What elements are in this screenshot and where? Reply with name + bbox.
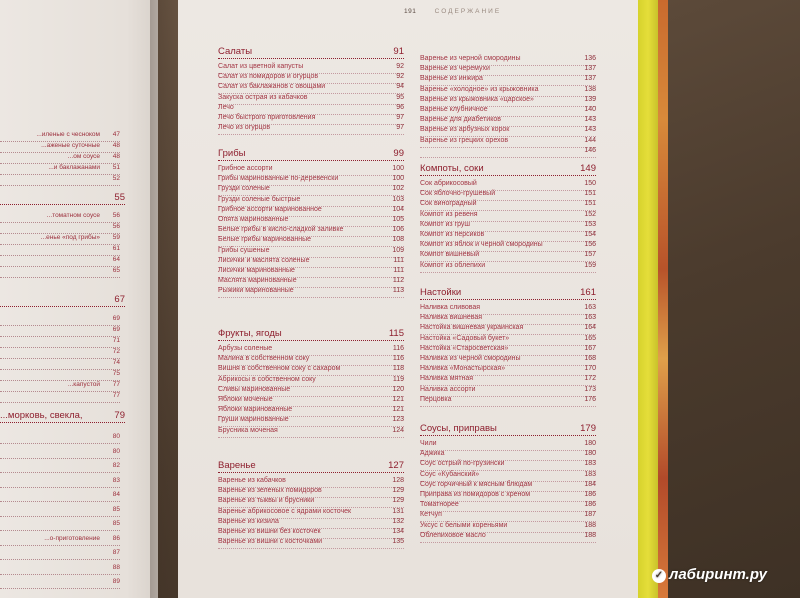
- entry-title: ...аженые суточные: [41, 142, 100, 149]
- left-page-entry: [0, 370, 120, 381]
- entry-page: 180: [584, 450, 596, 458]
- entry-page: 151: [584, 200, 596, 208]
- entry-title: Лисички маринованные: [218, 267, 295, 274]
- toc-section-heading: [420, 161, 596, 176]
- entry-page: 136: [584, 55, 596, 62]
- entry-page: 152: [584, 210, 596, 218]
- entry-title: Абрикосы в собственном соку: [218, 375, 316, 383]
- entry-title: ...о-приготовление: [44, 534, 100, 542]
- left-page-entry: [0, 535, 120, 546]
- left-page-entry: [0, 315, 120, 326]
- entry-title: Компот из яблок и черной смородины: [420, 241, 543, 249]
- entry-title: Салат из цветной капусты: [218, 63, 304, 70]
- page-number: 191: [404, 8, 417, 15]
- entry-page: 95: [396, 93, 404, 101]
- entry-title: Малина в собственном соку: [218, 355, 310, 363]
- entry-page: 180: [584, 440, 596, 447]
- entry-page: 116: [392, 355, 404, 363]
- entry-title: Наливка «Монастырская»: [420, 365, 506, 373]
- entry-page: 69: [112, 326, 120, 333]
- entry-title: Варенье «холодное» из крыжовника: [420, 85, 539, 93]
- entry-page: 137: [584, 75, 596, 83]
- left-page-entry: [0, 175, 120, 186]
- entry-title: Варенье из черной смородины: [420, 55, 521, 62]
- entry-title: Маслята маринованные: [218, 277, 297, 285]
- section-heading-title: Соусы, приправы: [420, 423, 497, 434]
- toc-entry: [420, 396, 596, 407]
- entry-title: Сливы маринованные: [218, 385, 291, 393]
- left-page-entry: [0, 433, 120, 444]
- toc-entry: [420, 262, 596, 273]
- entry-title: Варенье из крыжовника «царское»: [420, 95, 534, 103]
- entry-title: Соус горчичный к мясным блюдам: [420, 480, 533, 488]
- entry-page: 102: [392, 185, 404, 193]
- left-page-entry: [0, 359, 120, 370]
- entry-page: 129: [392, 487, 404, 495]
- photo-strip: [658, 0, 668, 598]
- left-page-entry: [0, 549, 120, 560]
- entry-page: 183: [584, 470, 596, 478]
- entry-page: 104: [392, 205, 404, 213]
- entry-page: 96: [396, 103, 404, 111]
- entry-page: 92: [396, 73, 404, 81]
- entry-page: 139: [584, 95, 596, 103]
- labirint-logo-icon: ✓: [652, 569, 666, 583]
- entry-page: 83: [112, 476, 120, 484]
- entry-page: 128: [392, 477, 404, 484]
- entry-page: 75: [112, 370, 120, 377]
- entry-title: Груши маринованные: [218, 416, 289, 424]
- entry-page: 120: [392, 385, 404, 393]
- left-page-entry: [0, 212, 120, 223]
- left-page-entry: [0, 267, 120, 278]
- entry-title: Настойка «Садовый букет»: [420, 334, 510, 342]
- entry-title: Перцовка: [420, 395, 452, 403]
- heading-page: 79: [114, 410, 125, 421]
- entry-page: 92: [396, 63, 404, 70]
- entry-title: Варенье из инжира: [420, 75, 483, 83]
- left-page-heading: [0, 294, 125, 307]
- entry-title: Наливка сливовая: [420, 304, 481, 311]
- entry-page: 87: [112, 549, 120, 556]
- entry-title: Варенье из вишни с косточками: [218, 538, 323, 546]
- entry-title: ...ом соусе: [67, 153, 100, 160]
- entry-page: 131: [392, 507, 404, 515]
- entry-page: 108: [392, 236, 404, 244]
- entry-page: 100: [392, 175, 404, 183]
- entry-page: 64: [112, 256, 120, 263]
- entry-title: Настойка вишневая украинская: [420, 324, 524, 332]
- entry-page: 151: [584, 190, 596, 198]
- section-heading-page: 99: [393, 148, 404, 159]
- entry-page: 118: [392, 365, 404, 373]
- entry-title: Салат из помидоров и огурцов: [218, 73, 319, 81]
- entry-page: 86: [112, 534, 120, 542]
- entry-page: 77: [112, 392, 120, 399]
- left-page-entry: [0, 142, 120, 153]
- left-page-entry: [0, 578, 120, 589]
- entry-title: Наливка ассорти: [420, 385, 476, 393]
- entry-title: Наливка мятная: [420, 375, 474, 383]
- entry-page: 113: [392, 287, 404, 295]
- entry-page: 82: [112, 462, 120, 469]
- entry-page: 154: [584, 231, 596, 238]
- entry-page: 97: [396, 124, 404, 132]
- entry-title: Грузди соленые быстрые: [218, 195, 301, 203]
- entry-title: Компот из груш: [420, 220, 471, 228]
- entry-page: 143: [584, 116, 596, 124]
- entry-title: ...и баклажанами: [48, 164, 100, 171]
- entry-page: 184: [584, 480, 596, 488]
- entry-page: 137: [584, 65, 596, 73]
- entry-title: Наливка из черной смородины: [420, 355, 521, 362]
- entry-title: Грибы маринованные по-деревенски: [218, 175, 339, 183]
- left-page-entry: [0, 462, 120, 473]
- left-page-entry: [0, 256, 120, 267]
- entry-title: Облепиховое масло: [420, 531, 486, 539]
- entry-title: Лечо быстрого приготовления: [218, 114, 316, 121]
- entry-page: 51: [112, 164, 120, 171]
- left-page-entry: [0, 164, 120, 175]
- entry-title: Арбузы соленые: [218, 345, 273, 352]
- heading-title: ...морковь, свекла,: [0, 410, 83, 421]
- entry-page: 134: [392, 528, 404, 535]
- entry-page: 59: [112, 234, 120, 241]
- entry-page: 129: [392, 497, 404, 505]
- entry-page: 112: [392, 277, 404, 285]
- entry-title: Яблоки маринованные: [218, 406, 293, 414]
- entry-page: 105: [392, 216, 404, 223]
- entry-page: 156: [584, 241, 596, 249]
- section-heading-page: 179: [580, 423, 596, 434]
- entry-title: Рыжики маринованные: [218, 287, 294, 295]
- entry-title: Варенье из черемухи: [420, 65, 490, 73]
- entry-page: 111: [393, 256, 404, 264]
- entry-page: 163: [584, 314, 596, 322]
- entry-title: ...томатном соусе: [46, 212, 100, 219]
- entry-title: Варенье из кабачков: [218, 477, 286, 484]
- entry-title: Брусника моченая: [218, 426, 278, 434]
- entry-page: 71: [112, 337, 120, 344]
- entry-page: 163: [584, 304, 596, 311]
- entry-title: Настойка «Старосветская»: [420, 344, 509, 352]
- left-page-entry: [0, 448, 120, 459]
- entry-title: Томатнорее: [420, 501, 459, 509]
- entry-page: 94: [396, 83, 404, 91]
- heading-page: 55: [114, 192, 125, 203]
- entry-page: 168: [584, 355, 596, 362]
- toc-section-heading: [420, 421, 596, 436]
- entry-page: 65: [112, 267, 120, 274]
- entry-title: Белые грибы маринованные: [218, 236, 312, 244]
- entry-page: 109: [392, 246, 404, 254]
- entry-page: 138: [584, 85, 596, 93]
- toc-section-heading: [218, 326, 404, 341]
- entry-page: 188: [584, 521, 596, 529]
- entry-title: ...капустой: [67, 381, 100, 388]
- left-page-entry: [0, 131, 120, 142]
- entry-page: 69: [112, 315, 120, 322]
- entry-page: 89: [112, 578, 120, 585]
- toc-entry: [218, 124, 404, 135]
- entry-title: Варенье клубничное: [420, 106, 488, 113]
- left-page-entry: [0, 348, 120, 359]
- left-page-entry: [0, 564, 120, 575]
- entry-title: ...енье «под грибы»: [40, 234, 100, 241]
- entry-page: 106: [392, 226, 404, 234]
- entry-page: 170: [584, 365, 596, 373]
- toc-entry: [218, 427, 404, 438]
- entry-title: Варенье для диабетиков: [420, 116, 501, 124]
- entry-page: 123: [392, 416, 404, 424]
- entry-page: 124: [392, 426, 404, 434]
- entry-page: 157: [584, 251, 596, 259]
- entry-page: 85: [112, 505, 120, 513]
- entry-page: 85: [112, 520, 120, 527]
- left-page-entry: [0, 491, 120, 502]
- left-page: [0, 0, 158, 598]
- entry-title: Варенье из тыквы и брусники: [218, 497, 315, 505]
- entry-page: 52: [112, 175, 120, 182]
- entry-title: Закуска острая из кабачков: [218, 93, 308, 101]
- entry-title: Варенье из вишни без косточек: [218, 528, 321, 535]
- entry-title: Сок яблочно-грушевый: [420, 190, 496, 198]
- section-heading-page: 91: [393, 46, 404, 57]
- section-heading-page: 149: [580, 163, 596, 174]
- entry-page: 186: [584, 491, 596, 498]
- entry-title: Грибное ассорти маринованное: [218, 205, 322, 213]
- entry-page: 187: [584, 511, 596, 519]
- entry-title: Лечо: [218, 103, 234, 111]
- section-heading-title: Фрукты, ягоды: [218, 328, 282, 339]
- entry-title: Соус острый по-грузински: [420, 460, 505, 468]
- entry-page: 48: [112, 153, 120, 160]
- entry-page: 153: [584, 220, 596, 228]
- entry-page: 164: [584, 324, 596, 332]
- left-page-entry: [0, 153, 120, 164]
- entry-title: Приправа из помидоров с хреном: [420, 491, 531, 498]
- entry-page: 173: [584, 385, 596, 393]
- toc-entry: [218, 538, 404, 549]
- entry-title: Компот из персиков: [420, 231, 485, 238]
- left-page-entry: [0, 245, 120, 256]
- entry-title: Грибы сушеные: [218, 246, 270, 254]
- left-page-entry: [0, 337, 120, 348]
- entry-page: 150: [584, 180, 596, 187]
- entry-page: 119: [392, 375, 404, 383]
- entry-page: 111: [393, 267, 404, 274]
- entry-title: Кетчуп: [420, 511, 442, 519]
- watermark-text: лабиринт.ру: [669, 566, 767, 583]
- entry-title: Вишня в собственном соку с сахаром: [218, 365, 341, 373]
- entry-page: 61: [112, 245, 120, 252]
- entry-page: 144: [584, 136, 596, 144]
- section-heading-title: Настойки: [420, 287, 462, 298]
- entry-page: 186: [584, 501, 596, 509]
- entry-title: Компот из ревеня: [420, 210, 478, 218]
- entry-title: Варенье из зеленых помидоров: [218, 487, 322, 495]
- toc-section-heading: [218, 146, 404, 161]
- entry-page: 172: [584, 375, 596, 383]
- entry-page: 176: [584, 395, 596, 403]
- entry-title: Грузди соленые: [218, 185, 270, 193]
- entry-title: Варенье из кизила: [218, 517, 279, 525]
- entry-page: 84: [112, 491, 120, 498]
- entry-page: 97: [396, 114, 404, 121]
- entry-title: Яблоки моченые: [218, 396, 273, 403]
- entry-title: Варенье из грецких орехов: [420, 136, 509, 144]
- section-heading-page: 127: [388, 460, 404, 471]
- left-page-heading: [0, 410, 125, 423]
- entry-title: Опята маринованные: [218, 216, 289, 223]
- section-heading-title: Грибы: [218, 148, 246, 159]
- entry-page: 135: [392, 538, 404, 546]
- left-page-entry: [0, 234, 120, 245]
- toc-section-heading: [218, 458, 404, 473]
- entry-title: Компот вишневый: [420, 251, 480, 259]
- entry-page: 167: [584, 344, 596, 352]
- left-page-heading: [0, 192, 125, 205]
- entry-page: 116: [392, 345, 404, 352]
- entry-title: Салат из баклажанов с овощами: [218, 83, 326, 91]
- entry-page: 100: [392, 165, 404, 172]
- entry-page: 140: [584, 106, 596, 113]
- toc-entry: [218, 287, 404, 298]
- entry-page: 77: [112, 381, 120, 388]
- entry-page: 47: [112, 131, 120, 138]
- toc-entry: [420, 147, 596, 158]
- entry-title: Уксус с белыми кореньями: [420, 521, 508, 529]
- toc-section-heading: [420, 285, 596, 300]
- entry-title: Соус «Кубанский»: [420, 470, 480, 478]
- left-page-entry: [0, 381, 120, 392]
- entry-page: 56: [112, 223, 120, 230]
- section-heading-title: Варенье: [218, 460, 256, 471]
- entry-title: Белые грибы в кисло-сладкой заливке: [218, 226, 344, 234]
- entry-title: Варенье абрикосовое с ядрами косточек: [218, 507, 352, 515]
- entry-title: Сок абрикосовый: [420, 180, 477, 187]
- entry-page: 88: [112, 563, 120, 571]
- section-heading-page: 115: [388, 328, 404, 339]
- entry-page: 103: [392, 195, 404, 203]
- entry-page: 132: [392, 517, 404, 525]
- left-page-entry: [0, 506, 120, 517]
- entry-page: 159: [584, 261, 596, 269]
- left-page-entry: [0, 477, 120, 488]
- entry-title: Компот из облепихи: [420, 261, 486, 269]
- entry-page: 143: [584, 126, 596, 134]
- left-page-entry: [0, 392, 120, 403]
- section-heading-title: Компоты, соки: [420, 163, 484, 174]
- entry-title: ...иленые с чесноком: [36, 131, 100, 138]
- entry-title: Чили: [420, 440, 437, 447]
- section-heading-page: 161: [580, 287, 596, 298]
- entry-page: 74: [112, 359, 120, 366]
- book-edge: [638, 0, 658, 598]
- entry-page: 72: [112, 348, 120, 355]
- page-header: [404, 8, 501, 15]
- entry-page: 56: [112, 212, 120, 219]
- entry-title: Аджика: [420, 450, 445, 458]
- entry-page: 48: [112, 142, 120, 149]
- left-page-entry: [0, 223, 120, 234]
- entry-page: 146: [584, 146, 596, 154]
- entry-page: 80: [112, 447, 120, 455]
- toc-section-heading: [218, 44, 404, 59]
- entry-page: 80: [112, 433, 120, 440]
- entry-page: 165: [584, 334, 596, 342]
- entry-page: 188: [584, 531, 596, 539]
- entry-page: 121: [392, 396, 404, 403]
- section-heading-title: Салаты: [218, 46, 253, 57]
- left-page-entry: [0, 326, 120, 337]
- entry-title: Сок виноградный: [420, 200, 477, 208]
- left-page-entry: [0, 520, 120, 531]
- entry-page: 121: [392, 406, 404, 414]
- entry-page: 183: [584, 460, 596, 468]
- section-title: СОДЕРЖАНИЕ: [434, 8, 502, 15]
- entry-title: Лисички и маслята соленые: [218, 256, 310, 264]
- right-page: [178, 0, 638, 598]
- watermark: [652, 566, 767, 583]
- entry-title: Варенье из арбузных корок: [420, 126, 510, 134]
- entry-title: Грибное ассорти: [218, 165, 273, 172]
- heading-page: 67: [114, 294, 125, 305]
- toc-entry: [420, 532, 596, 543]
- entry-title: Наливка вишневая: [420, 314, 483, 322]
- entry-title: Лечо из огурцов: [218, 124, 271, 132]
